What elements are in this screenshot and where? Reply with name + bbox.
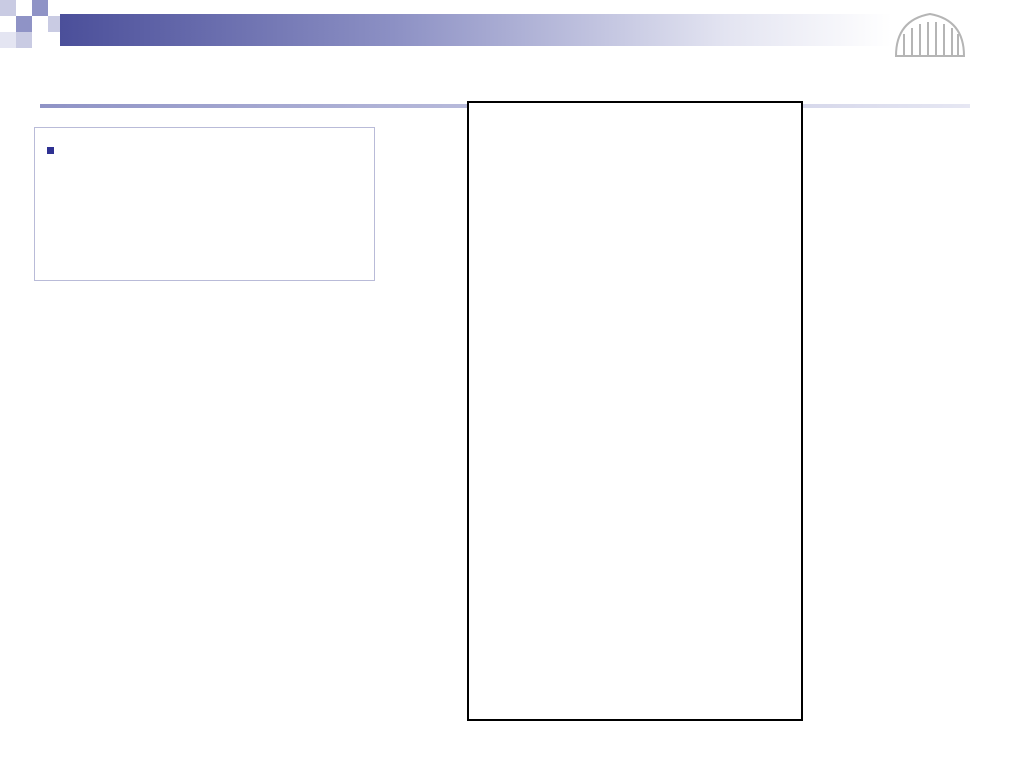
deco-square — [0, 32, 16, 48]
title-bar — [60, 14, 892, 46]
deco-square — [16, 16, 32, 32]
bullet-box — [34, 127, 375, 281]
deco-square — [0, 0, 16, 16]
memory-table — [467, 101, 803, 721]
deco-square — [32, 0, 48, 16]
university-logo-icon — [890, 6, 970, 62]
deco-square — [16, 32, 32, 48]
bullet-square-icon — [47, 147, 54, 154]
